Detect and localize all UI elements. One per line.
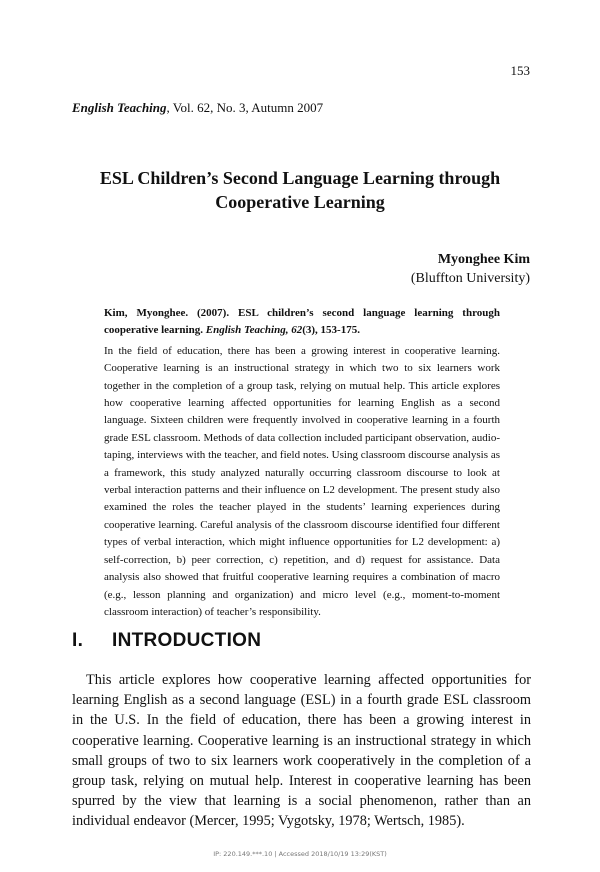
title-line-2: Cooperative Learning: [215, 192, 385, 212]
author-name: Myonghee Kim: [437, 252, 530, 267]
journal-name: English Teaching: [72, 100, 167, 115]
paper-title: [60, 166, 540, 214]
section-heading: [72, 630, 261, 652]
access-footer: IP: 220.149.***.10 | Accessed 2018/10/19 13:29(KST): [213, 850, 387, 858]
abstract: [104, 305, 500, 621]
author-affiliation: (Bluffton University): [410, 271, 530, 286]
section-title: INTRODUCTION: [112, 630, 262, 651]
author-block: [411, 250, 530, 288]
abstract-body: In the field of education, there has been a growing interest in cooperative learning. Cooperative learning is an instructional strategy in which two to six learners work together in the completion of a group task, relying on mutual help. This article explores how cooperative learning affected opportunities for learning English as a second language. Sixteen children were frequently involved in cooperative learning in a fourth grade ESL classroom. Methods of data collection included participant observation, audio-taping, interviews with the teacher, and field notes. Using classroom discourse analysis as a framework, this study analyzed naturally occurring classroom discourse to look at verbal interaction patterns and their influence on L2 development. The present study also examined the roles the teacher played in the students’ learning experiences during cooperative learning. Careful analysis of the classroom discourse identified four different types of verbal interaction, which might influence opportunities for L2 development: a) self-correction, b) peer correction, c) repetition, and d) request for assistance. Data analysis also showed that fruitful cooperative learning requires a combination of macro (e.g., lesson planning and organization) and micro level (e.g., moment-to-moment classroom interaction) of teacher’s responsibility.: [104, 344, 500, 618]
citation-prefix: Kim, Myonghee. (2007). ESL children’s second language learning through cooperative learning.: [104, 307, 500, 337]
journal-reference: [72, 100, 323, 116]
abstract-citation: [104, 305, 500, 340]
citation-journal: English Teaching, 62: [205, 324, 303, 337]
section-number: I.: [72, 630, 84, 651]
journal-details: , Vol. 62, No. 3, Autumn 2007: [166, 100, 324, 115]
title-line-1: ESL Children’s Second Language Learning through: [99, 168, 501, 188]
page-number: 153: [510, 63, 530, 78]
citation-suffix: (3), 153-175.: [302, 324, 360, 337]
intro-paragraph: This article explores how cooperative learning affected opportunities for learning English as a second language (ESL) in a fourth grade ESL classroom in the U.S. In the field of education, there has been a growing interest in cooperative learning. Cooperative learning is an instructional strategy in which small groups of two to six learners work cooperatively in the completion of a group task, relying on mutual help. Interest in cooperative learning has been spurred by the view that learning is a social phenomenon, rather than an individual endeavor (Mercer, 1995; Vygotsky, 1978; Wertsch, 1985).: [72, 672, 531, 830]
